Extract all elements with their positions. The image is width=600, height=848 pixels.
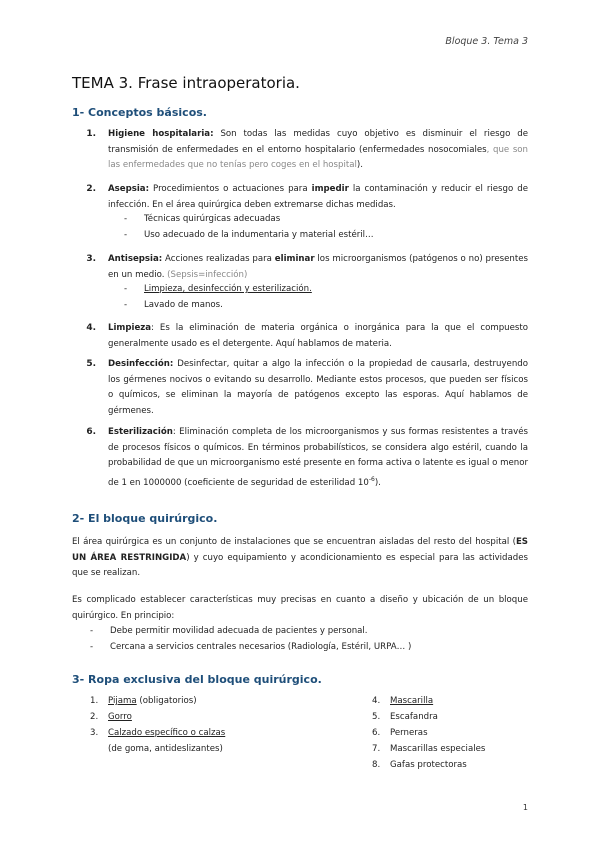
- ropa-item: 2. Gorro: [90, 712, 132, 722]
- ropa-item: 8. Gafas protectoras: [372, 760, 467, 770]
- concept-end: ).: [374, 477, 381, 488]
- concept-item-limpieza: [108, 321, 528, 352]
- bloque-restricted: ES UN ÁREA RESTRINGIDA: [72, 537, 528, 563]
- concept-text: Son todas las medidas cuyo objetivo es disminuir el riesgo de transmisión de enfermedades en el entorno hospitalario (enfermedades nosocomiales: [108, 129, 529, 155]
- concept-number: 6.: [86, 427, 96, 437]
- concept-text: Acciones realizadas para: [162, 254, 275, 264]
- concept-number: 5.: [86, 359, 96, 369]
- concept-note: (Sepsis=infección): [167, 269, 248, 280]
- ropa-item: 1. Pijama (obligatorios): [90, 696, 197, 706]
- concept-term: Esterilización: [108, 427, 173, 437]
- ropa-item: 5. Escafandra: [372, 712, 438, 722]
- concept-text: : Es la eliminación de materia orgánica o inorgánica para la que el compuesto generalmente usado es el detergente. Aquí hablamos de materia.: [108, 323, 528, 349]
- concept-end: ).: [356, 160, 363, 170]
- concept-number: 1.: [86, 129, 96, 139]
- concept-text: Desinfectar, quitar a algo la infección o la propiedad de causarla, destruyendo los gérmenes nocivos o evitando su desarrollo. Mediante estos procesos, que pueden ser físicos o químicos, se eliminan la mayoría de patógenos excepto las esporas. Aquí hablamos de gérmenes.: [108, 359, 528, 416]
- concept-keyword: impedir: [311, 184, 349, 194]
- sub-list-item: - Uso adecuado de la indumentaria y material estéril…: [124, 230, 374, 240]
- sub-list-item: - Limpieza, desinfección y esterilización.: [124, 284, 312, 294]
- concept-term: Higiene hospitalaria:: [108, 129, 214, 139]
- sub-list-item: - Lavado de manos.: [124, 300, 223, 310]
- bloque-paragraph-2: Es complicado establecer características muy precisas en cuanto a diseño y ubicación de un bloque quirúrgico. En principio:: [72, 595, 528, 621]
- ropa-note: (de goma, antideslizantes): [108, 744, 223, 754]
- concept-number: 4.: [86, 323, 96, 333]
- concept-keyword: eliminar: [274, 254, 315, 264]
- concept-term: Limpieza: [108, 323, 152, 333]
- page-header: Bloque 3. Tema 3: [445, 36, 528, 47]
- concept-item-asepsia: [108, 182, 528, 213]
- concept-term: Desinfección:: [108, 359, 174, 369]
- bloque-paragraph-1: El área quirúrgica es un conjunto de instalaciones que se encuentran aisladas del resto del hospital (ES UN ÁREA RESTRINGIDA) y cuyo equipamiento y acondicionamiento es especial para las actividades que se realizan.: [72, 537, 528, 578]
- ropa-item: 3. Calzado específico o calzas: [90, 728, 226, 738]
- page-number: 1: [522, 803, 528, 812]
- bloque-list-item: - Cercana a servicios centrales necesarios (Radiología, Estéril, URPA… ): [90, 642, 412, 652]
- ropa-item: 7. Mascarillas especiales: [372, 744, 486, 754]
- ropa-item: 6. Perneras: [372, 728, 428, 738]
- section-heading-3: 3- Ropa exclusiva del bloque quirúrgico.: [72, 673, 322, 686]
- ropa-item: 4. Mascarilla: [372, 696, 434, 706]
- section-heading-2: 2- El bloque quirúrgico.: [72, 512, 218, 525]
- concept-item-esterilizacion: [108, 425, 528, 491]
- concept-text: los microorganismos (patógenos o no) presentes en un medio.: [108, 254, 528, 280]
- concept-item-higiene: [108, 127, 528, 174]
- concept-exponent: -6: [368, 475, 375, 483]
- concept-number: 3.: [86, 254, 96, 264]
- concept-text: Procedimientos o actuaciones para: [149, 184, 312, 194]
- concept-term: Asepsia:: [108, 184, 150, 194]
- section-heading-1: 1- Conceptos básicos.: [72, 106, 207, 119]
- page-title: TEMA 3. Frase intraoperatoria.: [72, 74, 300, 92]
- concept-number: 2.: [86, 184, 96, 194]
- concept-item-desinfeccion: [108, 357, 528, 419]
- concept-note: , que son las enfermedades que no tenías pero coges en el hospital: [108, 144, 529, 170]
- sub-list-item: - Técnicas quirúrgicas adecuadas: [124, 214, 281, 224]
- concept-term: Antisepsia:: [108, 254, 163, 264]
- concept-text: : Eliminación completa de los microorganismos y sus formas resistentes a través de procesos físicos o químicos. En términos probabilísticos, se considera algo estéril, cuando la probabilidad de que un microorganismo esté presente en forma activa o latente es igual o menor de 1 en 1000000 (coeficiente de seguridad de esterilidad 10: [108, 427, 528, 488]
- bloque-list-item: - Debe permitir movilidad adecuada de pacientes y personal.: [90, 626, 368, 636]
- concept-item-antisepsia: [108, 252, 528, 283]
- concept-text: la contaminación y reducir el riesgo de infección. En el área quirúrgica deben extremarse dichas medidas.: [108, 184, 528, 210]
